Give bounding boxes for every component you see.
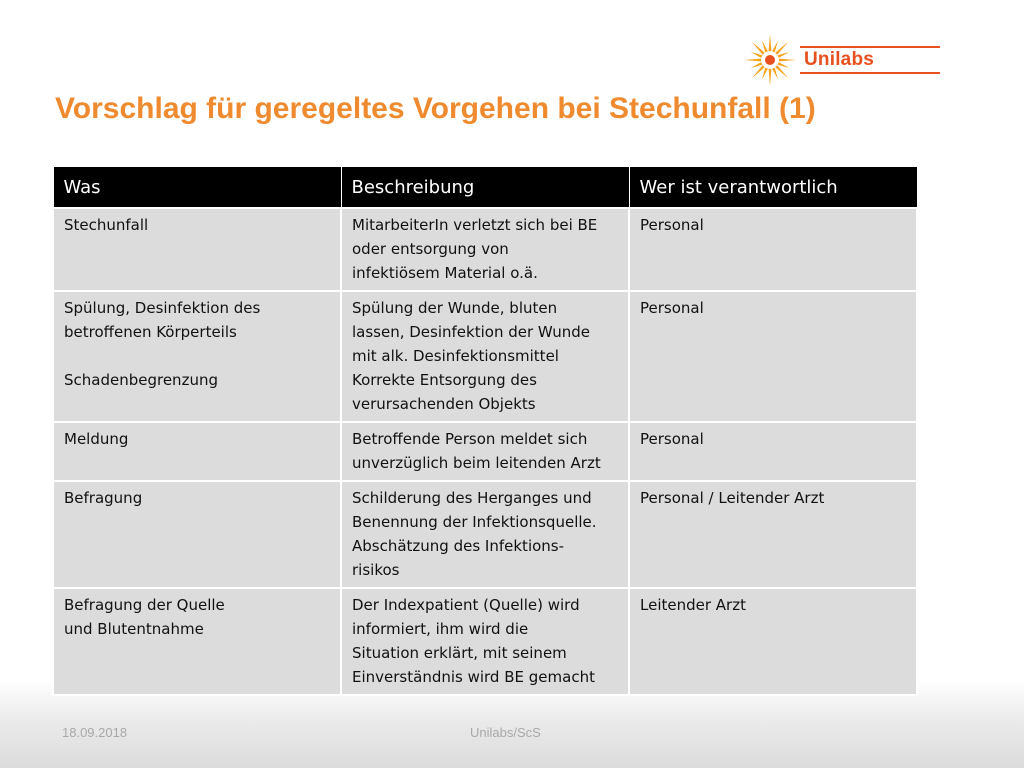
footer-date: 18.09.2018 (62, 725, 128, 740)
cell-beschreibung: Der Indexpatient (Quelle) wird informiert, ihm wird die Situation erklärt, mit seinem Einverständnis wird BE gemacht (341, 588, 629, 695)
cell-beschreibung: Spülung der Wunde, bluten lassen, Desinfektion der Wunde mit alk. Desinfektionsmittel Korrekte Entsorgung des verursachenden Objekts (341, 291, 629, 422)
cell-was: Befragung (53, 481, 341, 588)
table-row (53, 208, 917, 291)
cell-was: Stechunfall (53, 208, 341, 291)
page-title: Vorschlag für geregeltes Vorgehen bei Stechunfall (1) (55, 92, 816, 125)
sun-ray (769, 34, 772, 51)
logo-wordmark: Unilabs (804, 49, 875, 70)
table-header-row (53, 167, 917, 209)
cell-beschreibung: Schilderung des Herganges und Benennung der Infektionsquelle. Abschätzung des Infektions- risikos (341, 481, 629, 588)
column-header-was: Was (53, 167, 341, 209)
sun-ray (775, 65, 788, 78)
unilabs-logo (742, 32, 942, 88)
procedure-table (52, 166, 918, 696)
sun-ray (762, 68, 768, 80)
sun-logo-icon (742, 32, 798, 88)
cell-verantwortlich: Leitender Arzt (629, 588, 917, 695)
sun-ray (769, 69, 772, 86)
sun-ray (744, 59, 761, 62)
footer-author: Unilabs/ScS (470, 725, 541, 740)
cell-was: Befragung der Quelle und Blutentnahme (53, 588, 341, 695)
sun-ray (752, 65, 765, 78)
column-header-verantwortlich: Wer ist verantwortlich (629, 167, 917, 209)
cell-beschreibung: Betroffende Person meldet sich unverzüglich beim leitenden Arzt (341, 422, 629, 481)
cell-was: Meldung (53, 422, 341, 481)
sun-ray (778, 52, 790, 58)
sun-ray (779, 59, 796, 62)
sun-ray (751, 62, 763, 68)
sun-ray (762, 41, 768, 53)
cell-was: Spülung, Desinfektion des betroffenen Körperteils Schadenbegrenzung (53, 291, 341, 422)
cell-verantwortlich: Personal (629, 291, 917, 422)
logo-rule-bottom (800, 72, 940, 74)
sun-ray (778, 62, 790, 68)
cell-verantwortlich: Personal / Leitender Arzt (629, 481, 917, 588)
sun-ray (775, 42, 788, 55)
cell-verantwortlich: Personal (629, 208, 917, 291)
table-row (53, 291, 917, 422)
table-row (53, 588, 917, 695)
sun-ray (752, 42, 765, 55)
sun-ray (772, 68, 778, 80)
cell-beschreibung: MitarbeiterIn verletzt sich bei BE oder entsorgung von infektiösem Material o.ä. (341, 208, 629, 291)
cell-verantwortlich: Personal (629, 422, 917, 481)
logo-rule-top (800, 46, 940, 48)
column-header-beschreibung: Beschreibung (341, 167, 629, 209)
sun-ray (751, 52, 763, 58)
sun-ray (772, 41, 778, 53)
table-row (53, 422, 917, 481)
table-row (53, 481, 917, 588)
